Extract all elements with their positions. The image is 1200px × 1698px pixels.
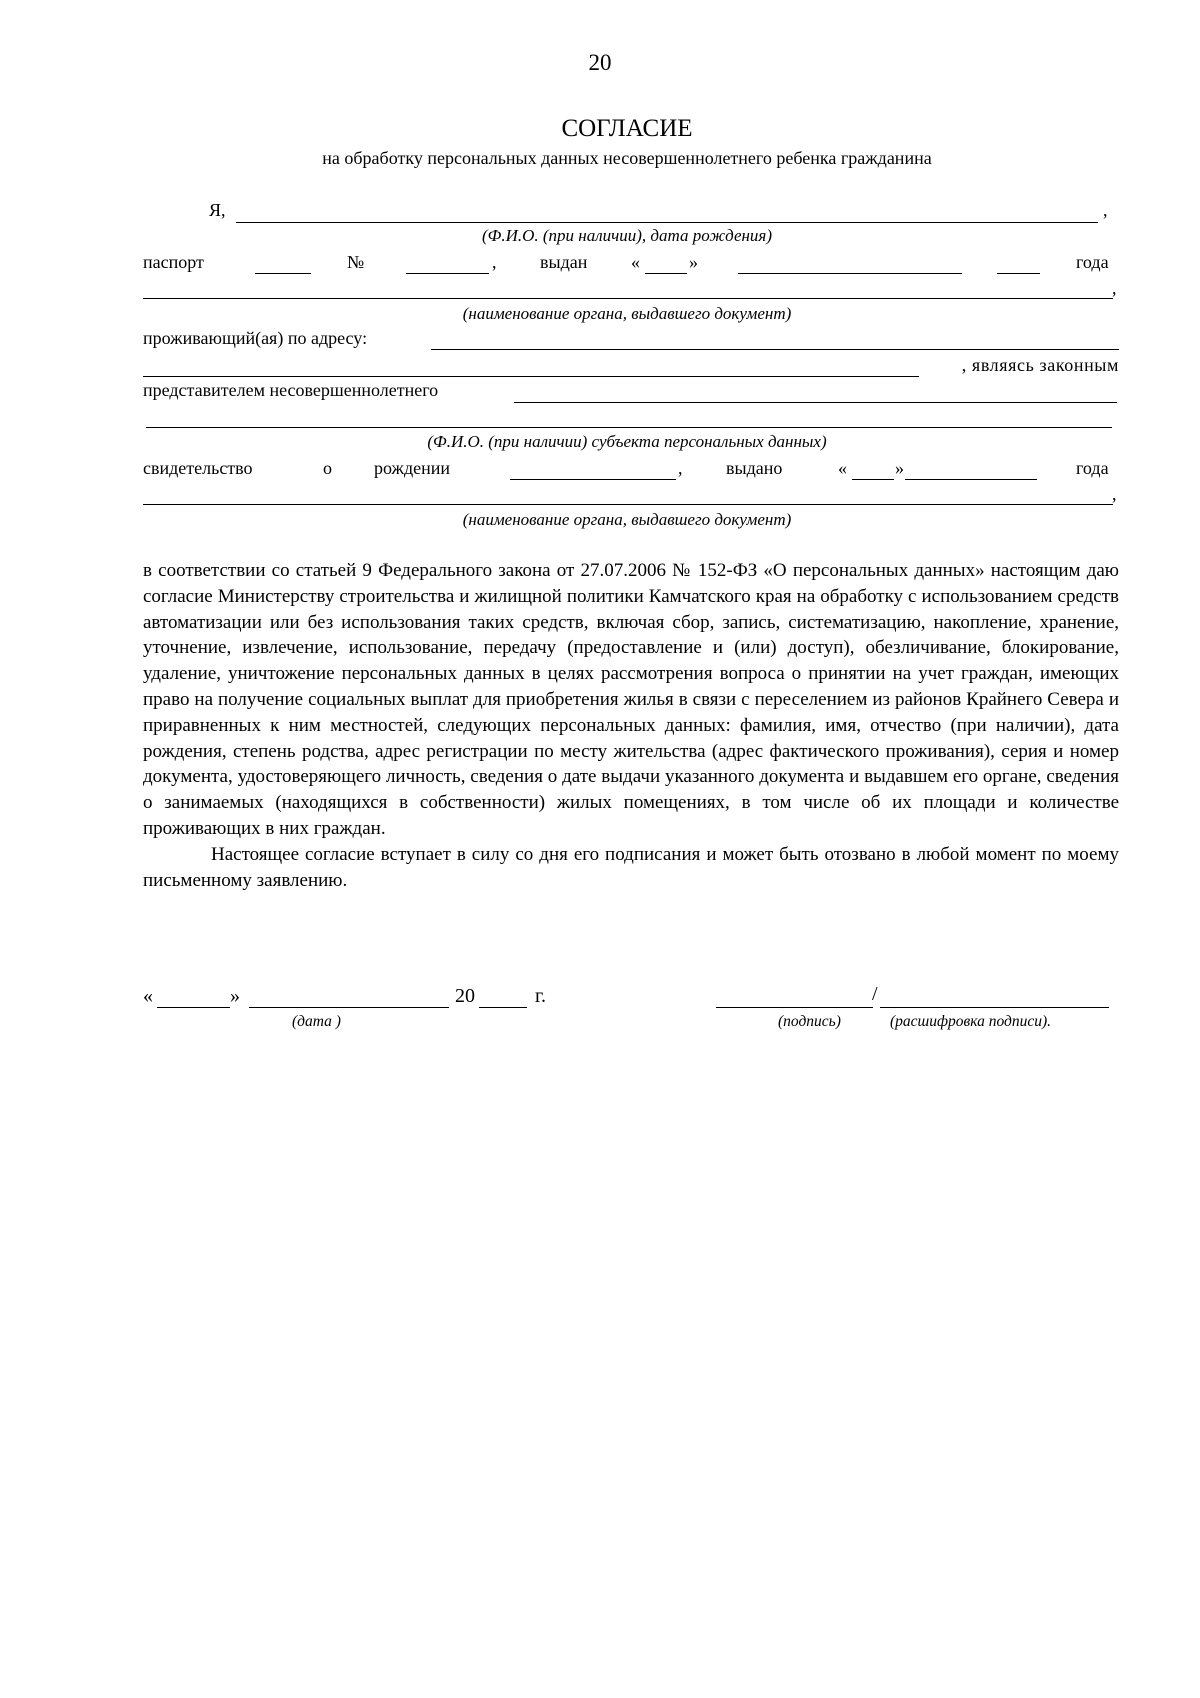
- comma: ,: [1112, 484, 1117, 504]
- caption-cert-authority: (наименование органа, выдавшего документ): [462, 510, 792, 529]
- label-issued: выдан: [540, 252, 588, 272]
- label-legal-representative: , являясь законным: [961, 355, 1119, 375]
- sig-slash: /: [872, 983, 878, 1005]
- label-ya: Я,: [209, 200, 226, 220]
- cert-month-line: [905, 479, 1037, 480]
- document-subtitle: на обработку персональных данных несовершеннолетнего ребенка гражданина: [322, 148, 932, 168]
- label-year: года: [1076, 252, 1109, 272]
- label-passport: паспорт: [143, 252, 204, 272]
- quote-close: »: [689, 252, 698, 272]
- label-residing: проживающий(ая) по адресу:: [143, 328, 368, 348]
- label-representative: представителем несовершеннолетнего: [143, 380, 439, 400]
- address-line-1: [431, 349, 1119, 350]
- sig-quote-close: »: [230, 985, 240, 1007]
- quote-open: «: [631, 252, 640, 272]
- caption-fio: (Ф.И.О. (при наличии), дата рождения): [482, 226, 772, 245]
- label-certificate: свидетельство: [143, 458, 253, 478]
- address-line-2: [143, 376, 919, 377]
- label-year: года: [1076, 458, 1109, 478]
- caption-authority: (наименование органа, выдавшего документ): [462, 304, 792, 323]
- minor-name-line-2: [146, 427, 1112, 428]
- consent-paragraph-1: в соответствии со статьей 9 Федерального закона от 27.07.2006 № 152-ФЗ «О персональных данных» настоящим даю согласие Министерству строительства и жилищной политики Камчатского края на обработку с использованием средств автоматизации или без использования таких средств, включая сбор, запись, систематизацию, накопление, хранение, уточнение, извлечение, использование, передачу (предоставление и (или) доступ), обезличивание, блокирование, удаление, уничтожение персональных данных в целях рассмотрения вопроса о принятии на учет граждан, имеющих право на получение социальных выплат для приобретения жилья в связи с переселением из районов Крайнего Севера и приравненных к ним местностей, следующих персональных данных: фамилия, имя, отчество (при наличии), дата рождения, степень родства, адрес регистрации по месту жительства (адрес фактического проживания), серия и номер документа, удостоверяющего личность, сведения о дате выдачи указанного документа и выдавшем его органе, сведения о занимаемых (находящихся в собственности) жилых помещениях, в том числе об их площади и количестве проживающих в них граждан.: [143, 560, 1119, 839]
- quote-close: »: [895, 458, 904, 478]
- sig-year-prefix: 20: [455, 985, 475, 1007]
- minor-name-line-1: [514, 402, 1117, 403]
- label-o: о: [323, 458, 332, 478]
- sig-year-suffix: г.: [535, 985, 546, 1007]
- label-issued-cert: выдано: [726, 458, 783, 478]
- sig-month-line: [249, 1007, 449, 1008]
- consent-body: [143, 558, 1119, 893]
- comma: ,: [1103, 200, 1108, 220]
- cert-authority-line: [143, 504, 1113, 505]
- caption-subject: (Ф.И.О. (при наличии) субъекта персональных данных): [427, 432, 827, 451]
- sig-quote-open: «: [143, 985, 153, 1007]
- comma: ,: [1112, 278, 1117, 298]
- document-title: СОГЛАСИЕ: [561, 115, 693, 142]
- issuing-authority-line: [143, 298, 1113, 299]
- issue-month-line: [738, 273, 962, 274]
- signature-line: [716, 1007, 873, 1008]
- sig-year-line: [479, 1007, 527, 1008]
- label-number: №: [347, 252, 365, 272]
- certificate-number-line: [510, 479, 676, 480]
- comma: ,: [492, 252, 497, 272]
- sig-day-line: [157, 1007, 230, 1008]
- label-birth: рождении: [374, 458, 451, 478]
- caption-signature: (подпись): [778, 1013, 841, 1030]
- caption-date: (дата ): [292, 1013, 341, 1030]
- signature-decode-line: [880, 1007, 1109, 1008]
- fio-line: [236, 222, 1098, 223]
- cert-day-line: [852, 479, 894, 480]
- passport-series-line: [255, 273, 311, 274]
- comma: ,: [678, 458, 683, 478]
- issue-year-line: [997, 273, 1040, 274]
- consent-paragraph-2: Настоящее согласие вступает в силу со дня его подписания и может быть отозвано в любой момент по моему письменному заявлению.: [143, 843, 1119, 891]
- page-number: 20: [588, 50, 612, 75]
- passport-number-line: [406, 273, 489, 274]
- issue-day-line: [645, 273, 687, 274]
- caption-signature-decode: (расшифровка подписи).: [890, 1013, 1052, 1030]
- quote-open: «: [838, 458, 847, 478]
